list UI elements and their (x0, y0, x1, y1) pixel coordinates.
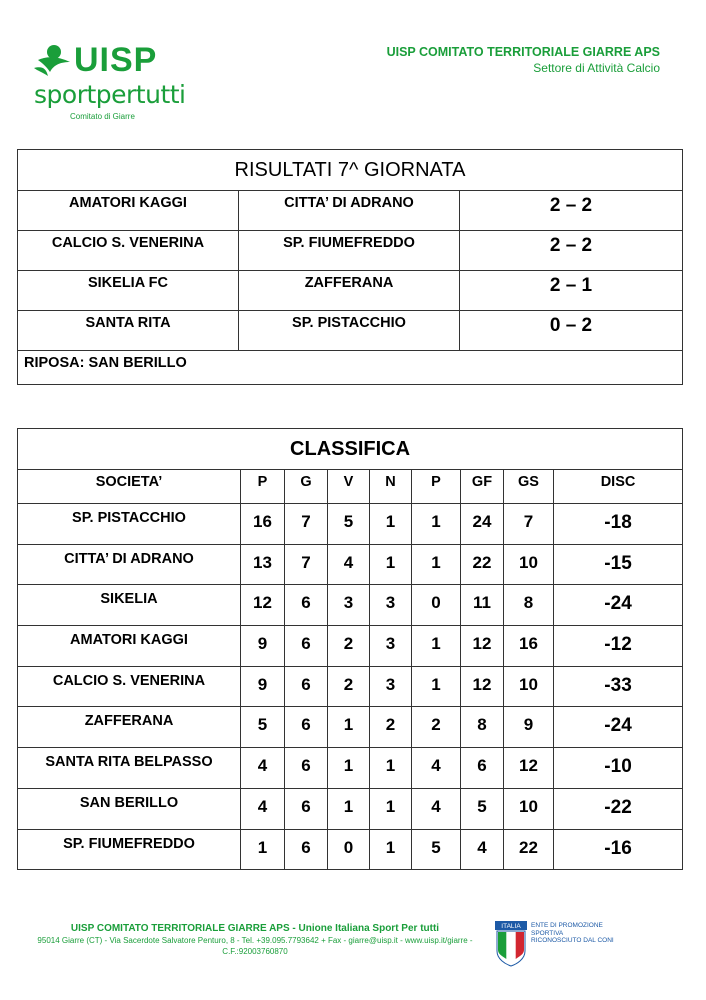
match-score: 2 – 1 (460, 271, 683, 311)
goals-against-cell: 9 (504, 707, 554, 748)
away-team: ZAFFERANA (239, 271, 460, 311)
home-team: CALCIO S. VENERINA (18, 231, 239, 271)
played-cell: 6 (285, 707, 328, 748)
team-name: SP. PISTACCHIO (18, 504, 241, 545)
standings-row (18, 707, 683, 748)
column-header: GF (461, 470, 504, 504)
losses-cell: 2 (412, 707, 461, 748)
uisp-runner-icon (32, 42, 74, 78)
goals-against-cell: 16 (504, 626, 554, 667)
standings-row (18, 666, 683, 707)
losses-cell: 4 (412, 748, 461, 789)
wins-cell: 0 (328, 829, 370, 870)
team-name: CALCIO S. VENERINA (18, 666, 241, 707)
draws-cell: 3 (370, 585, 412, 626)
org-name: UISP COMITATO TERRITORIALE GIARRE APS (386, 45, 660, 59)
org-sector: Settore di Attività Calcio (533, 61, 660, 75)
column-header: GS (504, 470, 554, 504)
match-score: 2 – 2 (460, 191, 683, 231)
goals-for-cell: 6 (461, 748, 504, 789)
standings-row (18, 748, 683, 789)
coni-badge-label: ITALIA (501, 923, 521, 930)
losses-cell: 4 (412, 788, 461, 829)
footer-tax-code: C.F.:92003760870 (222, 947, 288, 956)
discipline-cell: -33 (554, 666, 683, 707)
logo-tagline: sportpertutti (34, 80, 186, 109)
match-row (18, 271, 683, 311)
standings-row (18, 585, 683, 626)
goals-for-cell: 12 (461, 666, 504, 707)
discipline-cell: -16 (554, 829, 683, 870)
losses-cell: 1 (412, 504, 461, 545)
match-row (18, 191, 683, 231)
draws-cell: 1 (370, 504, 412, 545)
team-name: SANTA RITA BELPASSO (18, 748, 241, 789)
goals-against-cell: 22 (504, 829, 554, 870)
wins-cell: 5 (328, 504, 370, 545)
draws-cell: 1 (370, 829, 412, 870)
standings-row (18, 626, 683, 667)
goals-for-cell: 24 (461, 504, 504, 545)
results-table (17, 149, 683, 385)
draws-cell: 1 (370, 748, 412, 789)
home-team: AMATORI KAGGI (18, 191, 239, 231)
discipline-cell: -18 (554, 504, 683, 545)
points-cell: 1 (241, 829, 285, 870)
team-name: ZAFFERANA (18, 707, 241, 748)
played-cell: 6 (285, 585, 328, 626)
played-cell: 6 (285, 788, 328, 829)
column-header: P (241, 470, 285, 504)
goals-for-cell: 12 (461, 626, 504, 667)
coni-text: ENTE DI PROMOZIONE SPORTIVA RICONOSCIUTO DAL CONI (531, 922, 614, 944)
wins-cell: 1 (328, 788, 370, 829)
played-cell: 6 (285, 626, 328, 667)
column-header: P (412, 470, 461, 504)
goals-against-cell: 8 (504, 585, 554, 626)
played-cell: 6 (285, 666, 328, 707)
standings-row (18, 504, 683, 545)
goals-against-cell: 7 (504, 504, 554, 545)
points-cell: 9 (241, 626, 285, 667)
team-name: CITTA’ DI ADRANO (18, 544, 241, 585)
column-header: G (285, 470, 328, 504)
played-cell: 6 (285, 829, 328, 870)
draws-cell: 2 (370, 707, 412, 748)
wins-cell: 1 (328, 748, 370, 789)
wins-cell: 2 (328, 666, 370, 707)
away-team: SP. PISTACCHIO (239, 311, 460, 351)
footer-address-line: 95014 Giarre (CT) - Via Sacerdote Salvatore Penturo, 8 - Tel. +39.095.7793642 + Fax - giarre@uisp.it - www.uisp.it/giarre - (37, 936, 473, 945)
discipline-cell: -24 (554, 707, 683, 748)
wins-cell: 1 (328, 707, 370, 748)
losses-cell: 0 (412, 585, 461, 626)
coni-recognition (495, 921, 615, 971)
standings-row (18, 544, 683, 585)
standings-row (18, 788, 683, 829)
losses-cell: 1 (412, 626, 461, 667)
points-cell: 9 (241, 666, 285, 707)
away-team: CITTA’ DI ADRANO (239, 191, 460, 231)
discipline-cell: -10 (554, 748, 683, 789)
played-cell: 7 (285, 544, 328, 585)
footer (30, 922, 480, 957)
goals-for-cell: 22 (461, 544, 504, 585)
discipline-cell: -12 (554, 626, 683, 667)
goals-for-cell: 11 (461, 585, 504, 626)
points-cell: 13 (241, 544, 285, 585)
points-cell: 4 (241, 788, 285, 829)
column-header: SOCIETA’ (18, 470, 241, 504)
home-team: SIKELIA FC (18, 271, 239, 311)
losses-cell: 1 (412, 544, 461, 585)
points-cell: 5 (241, 707, 285, 748)
wins-cell: 4 (328, 544, 370, 585)
logo-subtitle: Comitato di Giarre (70, 112, 135, 121)
goals-against-cell: 10 (504, 544, 554, 585)
team-name: SAN BERILLO (18, 788, 241, 829)
footer-org-line: UISP COMITATO TERRITORIALE GIARRE APS - Unione Italiana Sport Per tutti (70, 923, 440, 934)
points-cell: 12 (241, 585, 285, 626)
away-team: SP. FIUMEFREDDO (239, 231, 460, 271)
draws-cell: 1 (370, 788, 412, 829)
standings-row (18, 829, 683, 870)
team-name: SIKELIA (18, 585, 241, 626)
match-row (18, 231, 683, 271)
column-header: N (370, 470, 412, 504)
team-name: SP. FIUMEFREDDO (18, 829, 241, 870)
match-score: 2 – 2 (460, 231, 683, 271)
goals-against-cell: 10 (504, 666, 554, 707)
draws-cell: 3 (370, 666, 412, 707)
played-cell: 6 (285, 748, 328, 789)
discipline-cell: -22 (554, 788, 683, 829)
goals-for-cell: 5 (461, 788, 504, 829)
points-cell: 4 (241, 748, 285, 789)
points-cell: 16 (241, 504, 285, 545)
standings-body (18, 504, 683, 870)
wins-cell: 2 (328, 626, 370, 667)
goals-for-cell: 8 (461, 707, 504, 748)
goals-against-cell: 12 (504, 748, 554, 789)
uisp-logo (32, 40, 186, 126)
org-header (387, 44, 660, 76)
discipline-cell: -15 (554, 544, 683, 585)
losses-cell: 5 (412, 829, 461, 870)
column-header: V (328, 470, 370, 504)
team-name: AMATORI KAGGI (18, 626, 241, 667)
column-header: DISC (554, 470, 683, 504)
draws-cell: 1 (370, 544, 412, 585)
goals-against-cell: 10 (504, 788, 554, 829)
draws-cell: 3 (370, 626, 412, 667)
standings-title: CLASSIFICA (18, 429, 683, 470)
losses-cell: 1 (412, 666, 461, 707)
goals-for-cell: 4 (461, 829, 504, 870)
played-cell: 7 (285, 504, 328, 545)
match-row (18, 311, 683, 351)
wins-cell: 3 (328, 585, 370, 626)
discipline-cell: -24 (554, 585, 683, 626)
italia-shield-icon (495, 921, 527, 967)
rest-team: RIPOSA: SAN BERILLO (18, 351, 683, 385)
home-team: SANTA RITA (18, 311, 239, 351)
standings-table (17, 428, 683, 870)
match-score: 0 – 2 (460, 311, 683, 351)
standings-header-row (18, 470, 683, 504)
results-title: RISULTATI 7^ GIORNATA (18, 150, 683, 191)
logo-brand: UISP (74, 41, 158, 79)
